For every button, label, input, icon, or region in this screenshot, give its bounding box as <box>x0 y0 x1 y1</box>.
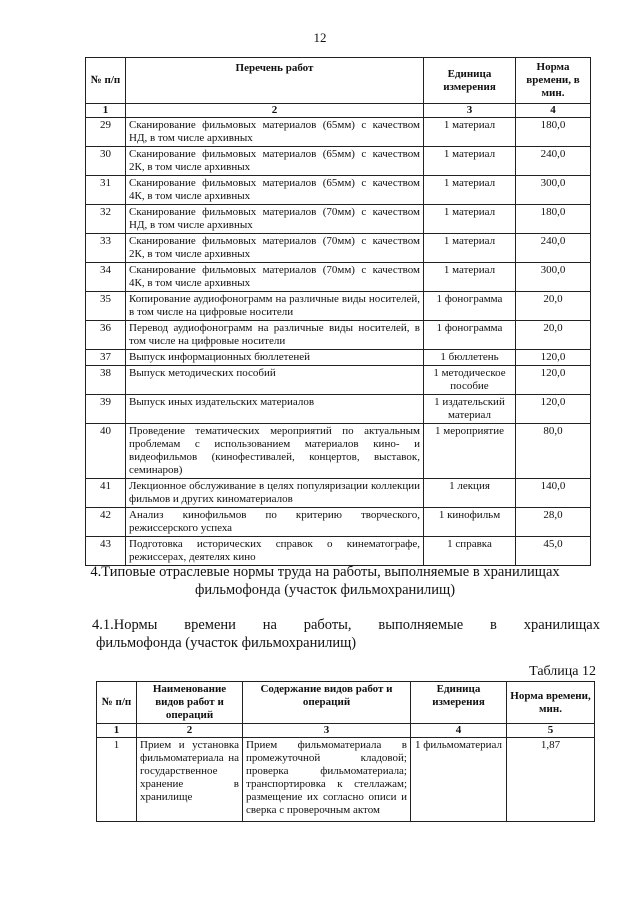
table-caption: Таблица 12 <box>529 664 596 679</box>
header-unit: Единица измерения <box>424 58 516 104</box>
row-number: 1 <box>97 738 137 822</box>
work-cell: Сканирование фильмовых материалов (65мм) с качеством НД, в том числе архивных <box>126 118 424 147</box>
table-row <box>97 738 595 822</box>
norm-cell: 180,0 <box>516 205 591 234</box>
table-row <box>86 395 591 424</box>
work-cell: Выпуск иных издательских материалов <box>126 395 424 424</box>
work-cell: Сканирование фильмовых материалов (65мм) с качеством 4К, в том числе архивных <box>126 176 424 205</box>
norm-cell: 120,0 <box>516 350 591 366</box>
table-row <box>86 176 591 205</box>
header-norm: Норма времени, в мин. <box>516 58 591 104</box>
header-number: № п/п <box>97 682 137 724</box>
norm-cell: 240,0 <box>516 234 591 263</box>
unit-cell: 1 материал <box>424 176 516 205</box>
work-name-cell: Прием и установка фильмоматериала на государственное хранение в хранилище <box>137 738 243 822</box>
table-row <box>86 508 591 537</box>
table-row <box>86 350 591 366</box>
table-row <box>86 263 591 292</box>
row-number: 32 <box>86 205 126 234</box>
norm-cell: 140,0 <box>516 479 591 508</box>
unit-cell: 1 фонограмма <box>424 292 516 321</box>
unit-cell: 1 бюллетень <box>424 350 516 366</box>
header-work-list: Перечень работ <box>126 58 424 104</box>
unit-cell: 1 справка <box>424 537 516 566</box>
unit-cell: 1 фильмоматериал <box>411 738 507 822</box>
norm-cell: 120,0 <box>516 366 591 395</box>
norm-cell: 20,0 <box>516 321 591 350</box>
work-cell: Сканирование фильмовых материалов (65мм) с качеством 2К, в том числе архивных <box>126 147 424 176</box>
work-cell: Сканирование фильмовых материалов (70мм) с качеством НД, в том числе архивных <box>126 205 424 234</box>
unit-cell: 1 кинофильм <box>424 508 516 537</box>
row-number: 38 <box>86 366 126 395</box>
col-number: 2 <box>137 724 243 738</box>
row-number: 37 <box>86 350 126 366</box>
norm-cell: 120,0 <box>516 395 591 424</box>
unit-cell: 1 материал <box>424 205 516 234</box>
row-number: 42 <box>86 508 126 537</box>
col-number: 4 <box>516 104 591 118</box>
work-content-cell: Прием фильмоматериала в промежуточной кладовой; проверка фильмоматериала; транспортировка к стеллажам; размещение их согласно описи и сверка с проверочным актом <box>243 738 411 822</box>
page-number: 12 <box>313 30 327 45</box>
col-number: 1 <box>86 104 126 118</box>
table-row <box>86 321 591 350</box>
unit-cell: 1 материал <box>424 118 516 147</box>
work-cell: Сканирование фильмовых материалов (70мм) с качеством 2К, в том числе архивных <box>126 234 424 263</box>
work-cell: Подготовка исторических справок о кинематографе, режиссерах, деятелях кино <box>126 537 424 566</box>
norm-cell: 300,0 <box>516 263 591 292</box>
table-row <box>86 205 591 234</box>
table-row <box>86 537 591 566</box>
unit-cell: 1 фонограмма <box>424 321 516 350</box>
row-number: 39 <box>86 395 126 424</box>
col-number: 3 <box>424 104 516 118</box>
row-number: 29 <box>86 118 126 147</box>
row-number: 30 <box>86 147 126 176</box>
section-4-1-title-cont: фильмофонда (участок фильмохранилищ) <box>96 635 357 651</box>
norm-cell: 180,0 <box>516 118 591 147</box>
header-norm: Норма времени, мин. <box>507 682 595 724</box>
work-cell: Перевод аудиофонограмм на различные виды носителей, в том числе на цифровые носители <box>126 321 424 350</box>
table-row <box>86 479 591 508</box>
norm-cell: 45,0 <box>516 537 591 566</box>
table-row <box>86 147 591 176</box>
row-number: 33 <box>86 234 126 263</box>
table-row <box>86 118 591 147</box>
table-row <box>86 366 591 395</box>
col-number: 5 <box>507 724 595 738</box>
unit-cell: 1 мероприятие <box>424 424 516 479</box>
row-number: 34 <box>86 263 126 292</box>
work-norms-table <box>85 57 591 566</box>
norm-cell: 80,0 <box>516 424 591 479</box>
col-number: 3 <box>243 724 411 738</box>
section-4-title: 4.Типовые отраслевые нормы труда на работы, выполняемые в хранилищах фильмофонда (участок фильмохранилищ) <box>90 564 560 598</box>
table-row <box>86 292 591 321</box>
work-cell: Сканирование фильмовых материалов (70мм) с качеством 4К, в том числе архивных <box>126 263 424 292</box>
section-4-1-title: 4.1.Нормы времени на работы, выполняемые в хранилищах <box>92 617 600 633</box>
work-cell: Лекционное обслуживание в целях популяризации коллекции фильмов и других киноматериалов <box>126 479 424 508</box>
row-number: 35 <box>86 292 126 321</box>
norm-cell: 28,0 <box>516 508 591 537</box>
table-row <box>86 234 591 263</box>
col-number: 1 <box>97 724 137 738</box>
table-row <box>86 424 591 479</box>
row-number: 43 <box>86 537 126 566</box>
unit-cell: 1 материал <box>424 234 516 263</box>
work-cell: Анализ кинофильмов по критерию творческого, режиссерского успеха <box>126 508 424 537</box>
work-cell: Выпуск методических пособий <box>126 366 424 395</box>
col-number: 4 <box>411 724 507 738</box>
unit-cell: 1 материал <box>424 147 516 176</box>
norm-cell: 300,0 <box>516 176 591 205</box>
storage-norms-table <box>96 681 595 822</box>
work-cell: Проведение тематических мероприятий по актуальным проблемам с использованием материалов кино- и видеофильмов (кинофестивалей, концертов, выставок, семинаров) <box>126 424 424 479</box>
header-number: № п/п <box>86 58 126 104</box>
norm-cell: 240,0 <box>516 147 591 176</box>
unit-cell: 1 лекция <box>424 479 516 508</box>
work-cell: Выпуск информационных бюллетеней <box>126 350 424 366</box>
header-work-name: Наименование видов работ и операций <box>137 682 243 724</box>
row-number: 36 <box>86 321 126 350</box>
unit-cell: 1 методическое пособие <box>424 366 516 395</box>
row-number: 31 <box>86 176 126 205</box>
row-number: 41 <box>86 479 126 508</box>
header-work-content: Содержание видов работ и операций <box>243 682 411 724</box>
header-unit: Единица измерения <box>411 682 507 724</box>
norm-cell: 1,87 <box>507 738 595 822</box>
work-cell: Копирование аудиофонограмм на различные виды носителей, в том числе на цифровые носители <box>126 292 424 321</box>
unit-cell: 1 материал <box>424 263 516 292</box>
col-number: 2 <box>126 104 424 118</box>
row-number: 40 <box>86 424 126 479</box>
norm-cell: 20,0 <box>516 292 591 321</box>
unit-cell: 1 издательский материал <box>424 395 516 424</box>
